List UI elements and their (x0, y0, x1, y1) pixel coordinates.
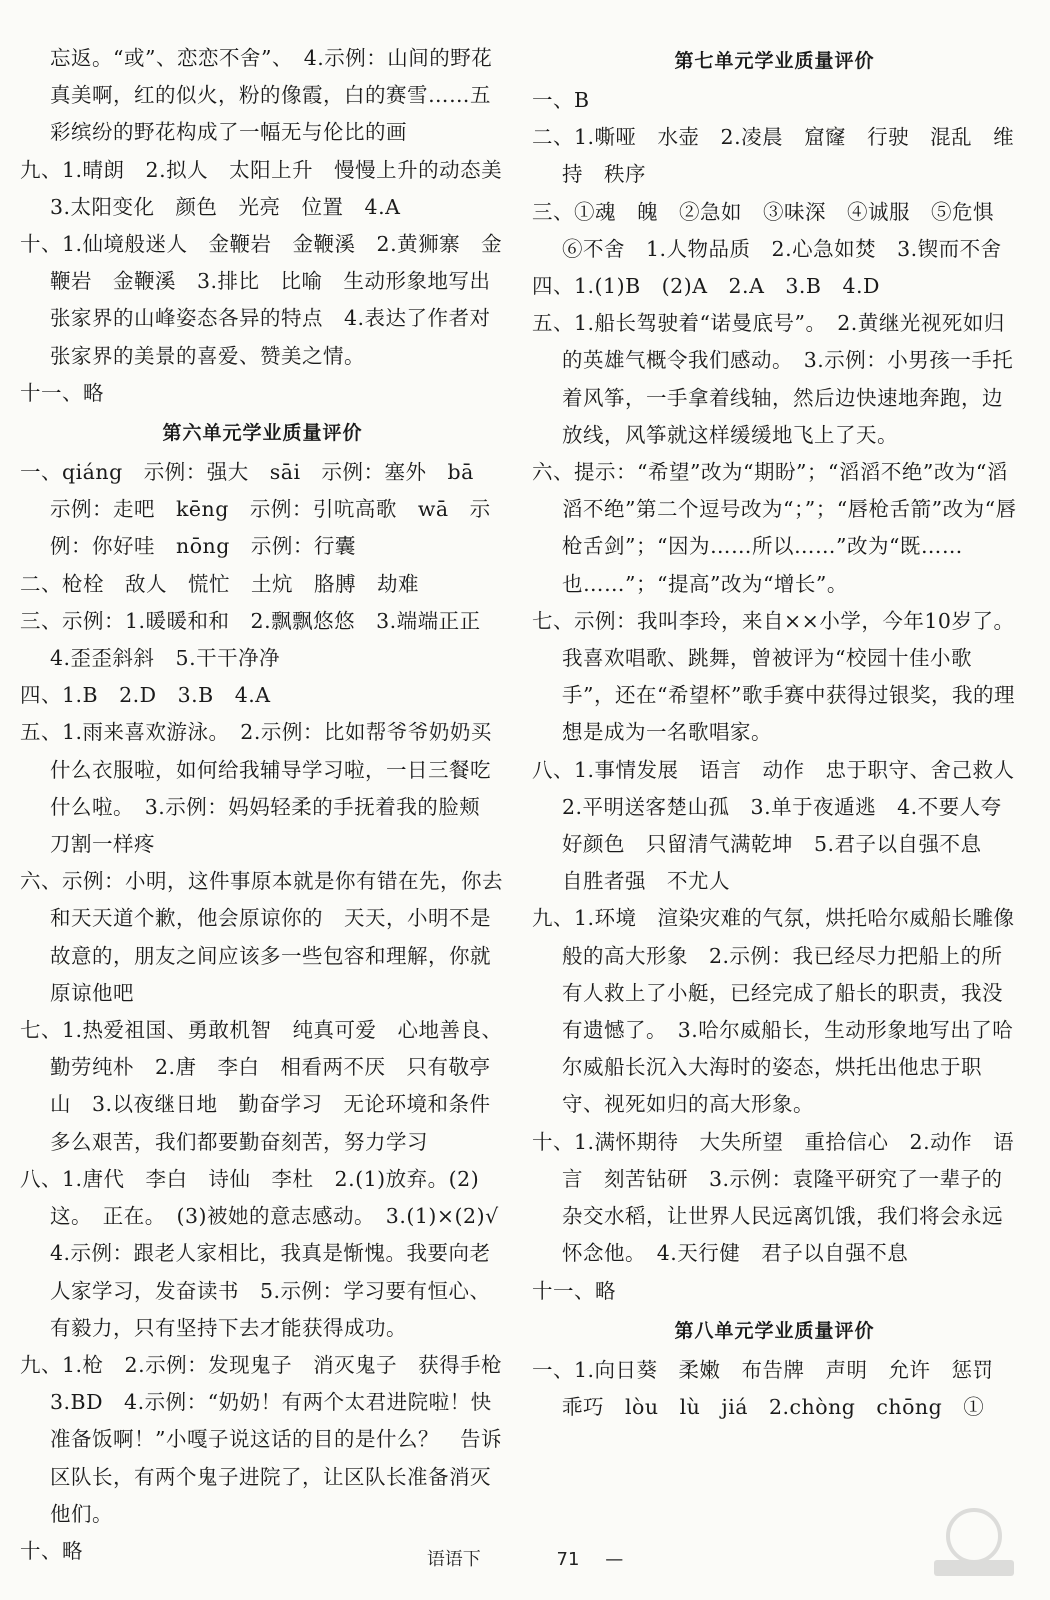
answer-item: 一、1.向日葵 柔嫩 布告牌 声明 允许 惩罚 乖巧 lòu lù jiá 2.chòng chōng ① (532, 1357, 1015, 1419)
watermark-logo-icon (914, 1502, 1034, 1582)
section-title: 第八单元学业质量评价 (674, 1319, 875, 1342)
section-title: 第六单元学业质量评价 (162, 422, 363, 445)
left-column (20, 40, 524, 1570)
answer-item: 九、1.环境 渲染灾难的气氛，烘托哈尔威船长雕像般的高大形象 2.示例：我已经尽力把船上的所有人救上了小艇，已经完成了船长的职责，我没有遗憾了。 3.哈尔威船长，生动形象地写出了哈尔威船长沉入大海时的姿态，烘托出他忠于职守、视死如归的高大形象。 (532, 906, 1015, 1117)
answer-item: 十一、略 (532, 1278, 616, 1303)
answer-item: 十一、略 (20, 380, 104, 405)
answer-item: 忘返。“或”、恋恋不舍”、 4.示例：山间的野花真美啊，红的似火，粉的像霞，白的赛雪……五彩缤纷的野花构成了一幅无与伦比的画 (50, 46, 493, 145)
section-title: 第七单元学业质量评价 (674, 50, 875, 72)
answer-item: 七、示例：我叫李玲，来自××小学，今年10岁了。我喜欢唱歌、跳舞，曾被评为“校园十佳小歌手”，还在“希望杯”歌手赛中获得过银奖，我的理想是成为一名歌唱家。 (532, 608, 1015, 745)
answer-item: 四、1.(1)B (2)A 2.A 3.B 4.D (532, 274, 880, 299)
answer-item: 二、1.嘶哑 水壶 2.凌晨 窟窿 行驶 混乱 维持 秩序 (532, 125, 1015, 187)
answer-item: 一、qiáng 示例：强大 sāi 示例：塞外 bā 示例：走吧 kēng 示例：引吭高歌 wā 示例：你好哇 nōng 示例：行囊 (20, 460, 495, 559)
answer-item: 九、1.枪 2.示例：发现鬼子 消灭鬼子 获得手枪 3.BD 4.示例：“奶奶！有两个太君进院啦！快准备饭啊！”小嘎子说这话的目的是什么？ 告诉区队长，有两个鬼子进院了，让区队长准备消灭他们。 (20, 1352, 524, 1526)
answer-item: 十、1.仙境般迷人 金鞭岩 金鞭溪 2.黄狮寨 金鞭岩 金鞭溪 3.排比 比喻 生动形象地写出张家界的山峰姿态各异的特点 4.表达了作者对张家界的美景的喜爱、赞美之情。 (20, 232, 503, 368)
answer-item: 七、1.热爱祖国、勇敢机智 纯真可爱 心地善良、勤劳纯朴 2.唐 李白 相看两不厌 只有敬亭山 3.以夜继日地 勤奋学习 无论环境和条件多么艰苦，我们都要勤奋刻苦，努力学习 (20, 1018, 503, 1154)
answer-item: 八、1.事情发展 语言 动作 忠于职守、舍己救人 2.平明送客楚山孤 3.单于夜遁逃 4.不要人夸好颜色 只留清气满乾坤 5.君子以自强不息 自胜者强 不尤人 (532, 757, 1036, 894)
answer-item: 九、1.晴朗 2.拟人 太阳上升 慢慢上升的动态美 3.太阳变化 颜色 光亮 位置 4.A (20, 157, 524, 219)
answer-item: 十、1.满怀期待 大失所望 重拾信心 2.动作 语言 刻苦钻研 3.示例：袁隆平研究了一辈子的杂交水稻，让世界人民远离饥饿，我们将会永远怀念他。 4.天行健 君子以自强不息 (532, 1129, 1015, 1266)
answer-item: 五、1.船长驾驶着“诺曼底号”。 2.黄继光视死如归的英雄气概令我们感动。 3.示例：小男孩一手托着风筝，一手拿着线轴，然后边快速地奔跑，边放线，风筝就这样缓缓地飞上了天。 (532, 311, 1014, 447)
footer-dash: — (605, 1549, 624, 1570)
page-footer (0, 1545, 1050, 1571)
answer-item: 六、提示：“希望”改为“期盼”；“滔滔不绝”改为“滔滔不绝”第二个逗号改为“；”；“唇枪舌箭”改为“唇枪舌剑”；“因为……所以……”改为“既……也……”；“提高”改为“增长”。 (532, 460, 1017, 596)
answer-item: 一、B (532, 88, 590, 112)
answer-item: 四、1.B 2.D 3.B 4.A (20, 683, 271, 708)
page-number: 71 (556, 1549, 580, 1570)
answer-item: 五、1.雨来喜欢游泳。 2.示例：比如帮爷爷奶奶买什么衣服啦，如何给我辅导学习啦，一日三餐吃什么啦。 3.示例：妈妈轻柔的手抚着我的脸颊 刀割一样疼 (20, 720, 502, 857)
right-column (532, 40, 1036, 1426)
answer-item: 八、1.唐代 李白 诗仙 李杜 2.(1)放弃。(2)这。 正在。 (3)被她的意志感动。 3.(1)×(2)√ 4.示例：跟老人家相比，我真是惭愧。我要向老人家学习，发奋读书 5.示例：学习要有恒心、有毅力，只有坚持下去才能获得成功。 (20, 1166, 520, 1340)
answer-item: 六、示例：小明，这件事原本就是你有错在先，你去和天天道个歉，他会原谅你的 天天，小明不是故意的，朋友之间应该多一些包容和理解，你就原谅他吧 (20, 869, 503, 1005)
answer-item: 三、示例：1.暖暖和和 2.飘飘悠悠 3.端端正正 4.歪歪斜斜 5.干干净净 (20, 608, 502, 671)
answer-item: 二、枪栓 敌人 慌忙 土炕 胳膊 劫难 (20, 571, 419, 596)
answer-item: 十、略 (20, 1538, 83, 1563)
answer-item: 三、①魂 魄 ②急如 ③味深 ④诚服 ⑤危惧 ⑥不舍 1.人物品质 2.心急如焚 3.锲而不舍 (532, 199, 1015, 261)
footer-subject: 语语下 (426, 1549, 481, 1570)
